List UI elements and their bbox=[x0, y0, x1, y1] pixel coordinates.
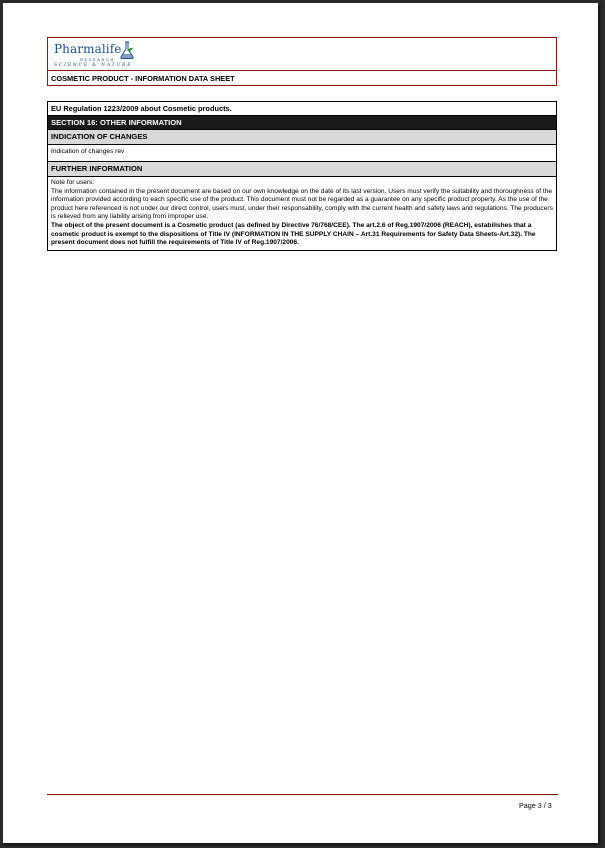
document-title: COSMETIC PRODUCT - INFORMATION DATA SHEET bbox=[51, 74, 235, 83]
object-text: The object of the present document is a Cosmetic product (as defined by Directive 76/768/CEE). The art.2.6 of Reg.1907/2006 (REACH), estabilishes that a cosmetic product is exempt to the dispositions of Title IV (INFORMATION IN THE SUPPLY CHAIN – Art.31 Requirements for Safety Data Sheets-Art.32). The present document does not fulfill the requirements of Title IV of Reg.1907/2006. bbox=[51, 221, 536, 247]
changes-text: Indication of changes rev bbox=[48, 145, 556, 162]
footer-divider bbox=[47, 794, 558, 795]
changes-heading: INDICATION OF CHANGES bbox=[48, 130, 556, 145]
logo-tagline: SCIENCE & NATURE bbox=[54, 63, 133, 68]
header-divider bbox=[48, 70, 556, 71]
flask-leaf-icon bbox=[119, 40, 135, 60]
document-page bbox=[3, 3, 598, 843]
logo-name: Pharmalife bbox=[54, 42, 122, 56]
regulation-row: EU Regulation 1223/2009 about Cosmetic products. bbox=[48, 102, 556, 116]
section-title: SECTION 16: OTHER INFORMATION bbox=[48, 116, 556, 130]
section-table bbox=[47, 101, 557, 251]
logo-sub: RESEARCH bbox=[80, 57, 116, 62]
note-label: Note for users: bbox=[51, 179, 95, 186]
note-text: The information contained in the present document are based on our own knowledge on the date of its last version. Users must verify the suitability and thoroughness of the information provided according to each specific use of the product. This document must not be regarded as a guarantee on any specific product property. As the use of the product here referenced is not under our direct control, users must, under their responsability, comply with the current health and safety laws and regulations. The producers is relieved from any liability arising from improper use. bbox=[51, 187, 553, 221]
further-information-text bbox=[48, 177, 556, 250]
page-number: Page 3 / 3 bbox=[519, 801, 552, 810]
further-heading: FURTHER INFORMATION bbox=[48, 162, 556, 177]
page-header bbox=[47, 37, 557, 86]
